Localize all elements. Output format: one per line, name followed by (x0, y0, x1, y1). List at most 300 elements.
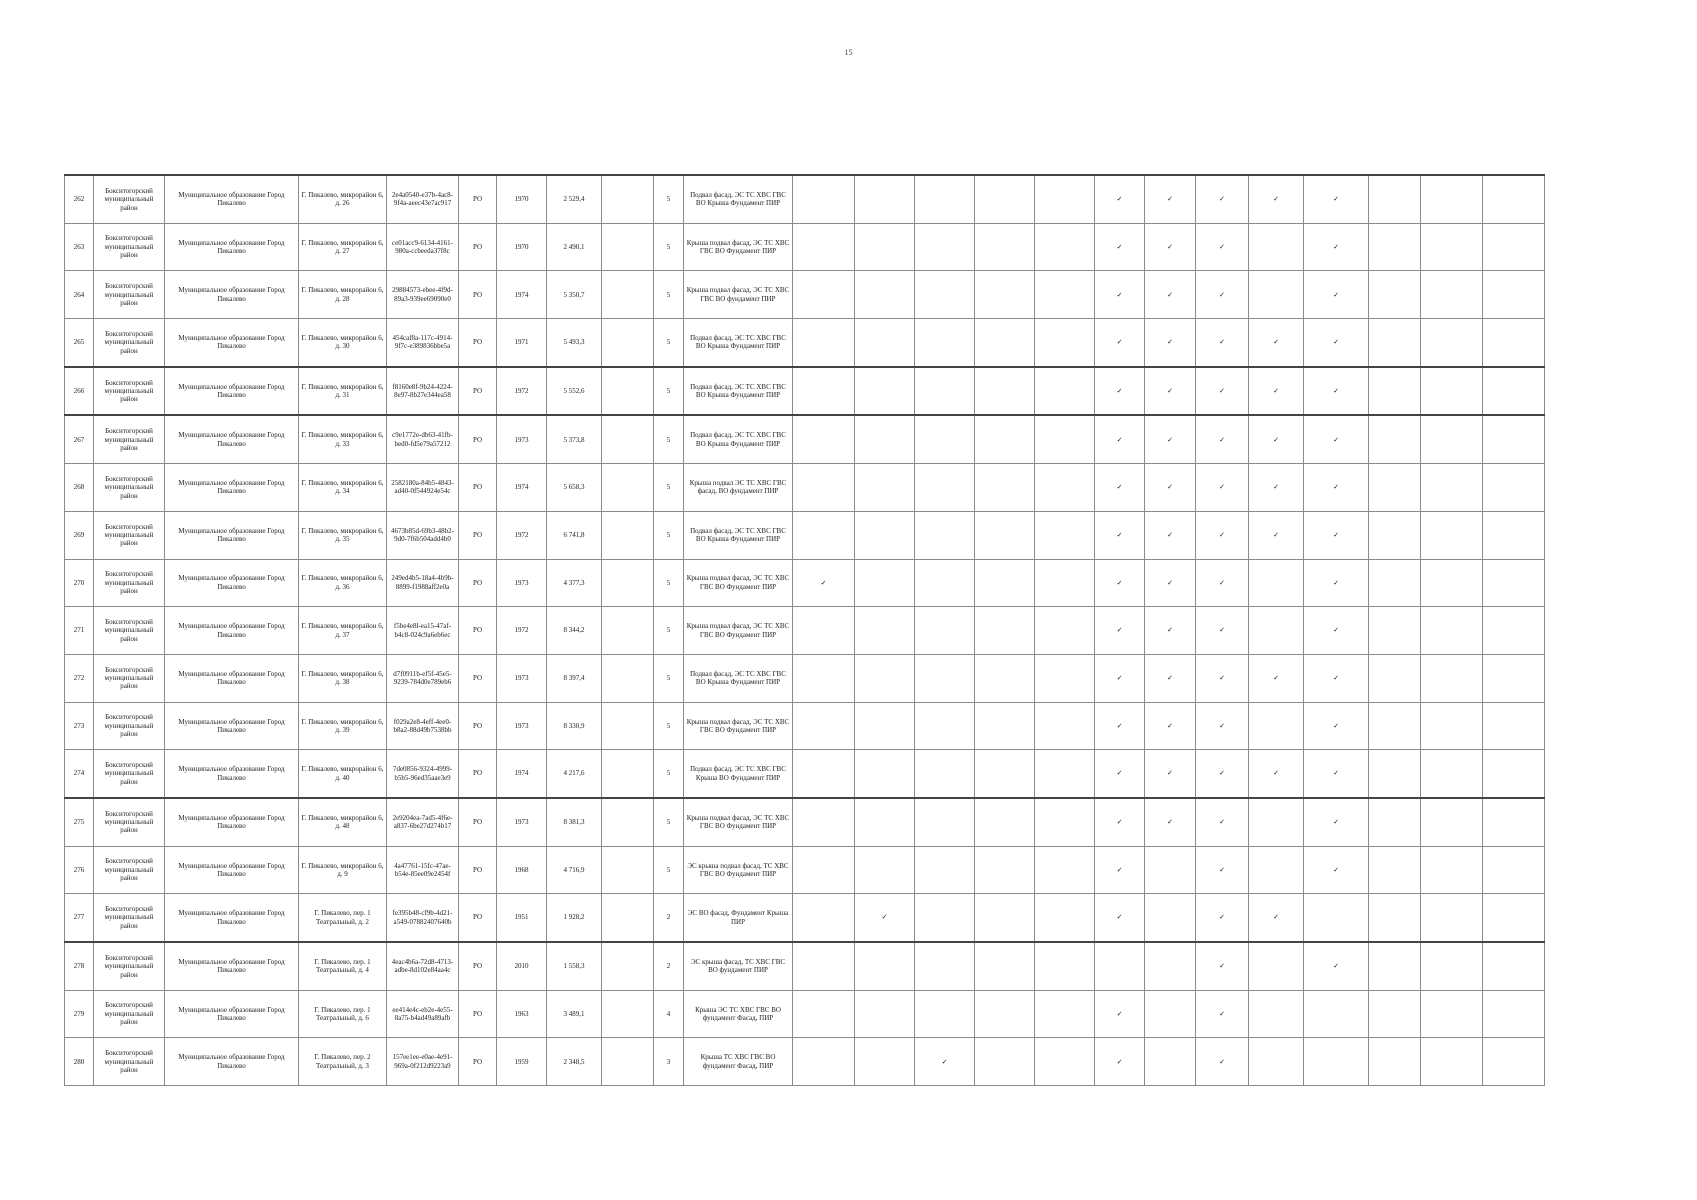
cell-empty (975, 271, 1035, 319)
cell-year: 1968 (497, 846, 547, 894)
cell-empty (1035, 175, 1095, 223)
check-mark-icon: ✓ (1145, 175, 1196, 223)
cell-empty (915, 367, 975, 416)
cell-type: РО (459, 654, 497, 702)
cell-empty (1145, 990, 1196, 1038)
cell-empty (1035, 223, 1095, 271)
cell-empty (793, 1038, 855, 1086)
check-mark-icon: ✓ (1304, 415, 1369, 463)
cell-works: ЭС крыша фасад, ТС ХВС ГВС ВО фундамент ПИР (684, 942, 793, 990)
cell-empty (1249, 223, 1304, 271)
cell-row-number: 268 (65, 464, 94, 512)
cell-municipality: Муниципальное образование Город Пикалево (165, 511, 299, 559)
cell-floors: 5 (654, 415, 684, 463)
check-mark-icon: ✓ (1145, 654, 1196, 702)
cell-empty (1483, 319, 1545, 367)
table-row (65, 846, 1545, 894)
cell-type: РО (459, 702, 497, 750)
cell-address: Г. Пикалево, микрорайон 6, д. 35 (299, 511, 387, 559)
cell-empty (1483, 367, 1545, 416)
cell-floors: 5 (654, 654, 684, 702)
check-mark-icon: ✓ (1095, 464, 1145, 512)
cell-empty (1095, 942, 1145, 990)
cell-empty (1249, 1038, 1304, 1086)
cell-empty (1035, 415, 1095, 463)
cell-empty (1421, 1038, 1483, 1086)
cell-guid: c9e1772e-db63-41fb-bed0-fd5e79a57212 (387, 415, 459, 463)
cell-empty (1421, 223, 1483, 271)
cell-guid: 7de0856-9324-4999-b5b5-96ed35aae3e9 (387, 750, 459, 798)
check-mark-icon: ✓ (1095, 223, 1145, 271)
cell-empty (793, 846, 855, 894)
cell-guid: ee414e4c-eb2e-4e55-8a75-b4ad49a89afb (387, 990, 459, 1038)
cell-empty (915, 559, 975, 607)
cell-year: 1963 (497, 990, 547, 1038)
cell-floors: 5 (654, 702, 684, 750)
cell-empty (855, 702, 915, 750)
cell-type: РО (459, 846, 497, 894)
cell-type: РО (459, 271, 497, 319)
cell-empty (1421, 415, 1483, 463)
cell-works: Подвал фасад, ЭС ТС ХВС ГВС ВО Крыша Фундамент ПИР (684, 367, 793, 416)
cell-area: 2 529,4 (547, 175, 602, 223)
check-mark-icon: ✓ (1249, 654, 1304, 702)
cell-works: Крыша подвал фасад, ЭС ТС ХВС ГВС ВО Фундамент ПИР (684, 702, 793, 750)
cell-floors: 5 (654, 319, 684, 367)
cell-works: Подвал фасад, ЭС ТС ХВС ГВС ВО Крыша Фундамент ПИР (684, 319, 793, 367)
cell-empty (1421, 846, 1483, 894)
housing-registry-table (64, 174, 1545, 1086)
cell-empty (1249, 271, 1304, 319)
cell-empty (1483, 702, 1545, 750)
cell-empty (915, 511, 975, 559)
cell-address: Г. Пикалево, микрорайон 6, д. 34 (299, 464, 387, 512)
cell-empty (1421, 894, 1483, 942)
table-row (65, 1038, 1545, 1086)
cell-empty (793, 654, 855, 702)
check-mark-icon: ✓ (1196, 990, 1249, 1038)
check-mark-icon: ✓ (1095, 559, 1145, 607)
cell-district: Бокситогорский муниципальный район (94, 223, 165, 271)
cell-address: Г. Пикалево, микрорайон 6, д. 37 (299, 607, 387, 655)
check-mark-icon: ✓ (1249, 367, 1304, 416)
check-mark-icon: ✓ (1145, 702, 1196, 750)
cell-empty (793, 415, 855, 463)
cell-area: 4 377,3 (547, 559, 602, 607)
cell-guid: ce01acc9-6134-4161-980a-ccbeeda37f8c (387, 223, 459, 271)
cell-guid: 29884573-ebee-4f9d-89a3-939ee69090e0 (387, 271, 459, 319)
check-mark-icon: ✓ (1196, 702, 1249, 750)
check-mark-icon: ✓ (1196, 367, 1249, 416)
cell-empty (975, 654, 1035, 702)
check-mark-icon: ✓ (1249, 415, 1304, 463)
check-mark-icon: ✓ (1249, 319, 1304, 367)
cell-empty (1035, 607, 1095, 655)
cell-empty (855, 750, 915, 798)
cell-empty (1145, 846, 1196, 894)
cell-area: 5 658,3 (547, 464, 602, 512)
cell-empty (1369, 415, 1421, 463)
cell-guid: f8160e8f-9b24-4224-8e97-8b27e344ea58 (387, 367, 459, 416)
cell-works: ЭС крыша подвал фасад, ТС ХВС ГВС ВО Фундамент ПИР (684, 846, 793, 894)
cell-empty (793, 367, 855, 416)
check-mark-icon: ✓ (1145, 750, 1196, 798)
cell-empty (1145, 894, 1196, 942)
cell-year: 1973 (497, 798, 547, 846)
check-mark-icon: ✓ (1196, 607, 1249, 655)
check-mark-icon: ✓ (1145, 271, 1196, 319)
cell-empty (1483, 223, 1545, 271)
check-mark-icon: ✓ (1095, 750, 1145, 798)
cell-empty (793, 750, 855, 798)
cell-empty (1421, 990, 1483, 1038)
cell-floors: 5 (654, 798, 684, 846)
check-mark-icon: ✓ (1145, 559, 1196, 607)
check-mark-icon: ✓ (1304, 942, 1369, 990)
table-row (65, 750, 1545, 798)
cell-empty (602, 511, 654, 559)
cell-empty (602, 942, 654, 990)
cell-floors: 5 (654, 223, 684, 271)
cell-empty (855, 798, 915, 846)
cell-type: РО (459, 942, 497, 990)
cell-empty (915, 464, 975, 512)
cell-floors: 3 (654, 1038, 684, 1086)
cell-district: Бокситогорский муниципальный район (94, 607, 165, 655)
cell-empty (1483, 607, 1545, 655)
cell-district: Бокситогорский муниципальный район (94, 464, 165, 512)
cell-empty (1483, 271, 1545, 319)
cell-guid: 157ee1ee-e0ae-4e91-969a-0f212d9223a9 (387, 1038, 459, 1086)
check-mark-icon: ✓ (1095, 846, 1145, 894)
cell-type: РО (459, 607, 497, 655)
table-row (65, 942, 1545, 990)
page-number: 15 (844, 48, 853, 57)
check-mark-icon: ✓ (1249, 175, 1304, 223)
cell-address: Г. Пикалево, пер. 1 Театральный, д. 2 (299, 894, 387, 942)
check-mark-icon: ✓ (1095, 319, 1145, 367)
cell-empty (1035, 942, 1095, 990)
cell-empty (975, 415, 1035, 463)
cell-works: Крыша ЭС ТС ХВС ГВС ВО фундамент Фасад, ПИР (684, 990, 793, 1038)
cell-empty (975, 511, 1035, 559)
cell-empty (915, 175, 975, 223)
cell-empty (1035, 990, 1095, 1038)
check-mark-icon: ✓ (1095, 175, 1145, 223)
cell-municipality: Муниципальное образование Город Пикалево (165, 175, 299, 223)
check-mark-icon: ✓ (1095, 654, 1145, 702)
check-mark-icon: ✓ (1145, 415, 1196, 463)
cell-empty (1145, 1038, 1196, 1086)
cell-empty (915, 223, 975, 271)
cell-municipality: Муниципальное образование Город Пикалево (165, 415, 299, 463)
table-row (65, 702, 1545, 750)
check-mark-icon: ✓ (1095, 271, 1145, 319)
cell-empty (975, 223, 1035, 271)
cell-municipality: Муниципальное образование Город Пикалево (165, 1038, 299, 1086)
cell-address: Г. Пикалево, микрорайон 6, д. 26 (299, 175, 387, 223)
cell-empty (1369, 894, 1421, 942)
cell-empty (975, 846, 1035, 894)
cell-area: 8 397,4 (547, 654, 602, 702)
cell-empty (602, 464, 654, 512)
check-mark-icon: ✓ (1304, 271, 1369, 319)
cell-empty (1369, 607, 1421, 655)
cell-empty (602, 319, 654, 367)
check-mark-icon: ✓ (1095, 894, 1145, 942)
cell-district: Бокситогорский муниципальный район (94, 271, 165, 319)
cell-area: 4 217,6 (547, 750, 602, 798)
cell-type: РО (459, 175, 497, 223)
cell-year: 1970 (497, 175, 547, 223)
cell-empty (855, 175, 915, 223)
cell-empty (1249, 607, 1304, 655)
cell-municipality: Муниципальное образование Город Пикалево (165, 894, 299, 942)
table-row (65, 894, 1545, 942)
cell-empty (1369, 750, 1421, 798)
cell-empty (855, 654, 915, 702)
cell-district: Бокситогорский муниципальный район (94, 846, 165, 894)
check-mark-icon: ✓ (1145, 223, 1196, 271)
cell-address: Г. Пикалево, микрорайон 6, д. 40 (299, 750, 387, 798)
check-mark-icon: ✓ (1196, 942, 1249, 990)
check-mark-icon: ✓ (1196, 654, 1249, 702)
check-mark-icon: ✓ (1196, 1038, 1249, 1086)
cell-guid: 249ed4b5-18a4-4b9b-8899-f1988aff2e0a (387, 559, 459, 607)
check-mark-icon: ✓ (1196, 464, 1249, 512)
cell-empty (1421, 319, 1483, 367)
check-mark-icon: ✓ (1095, 1038, 1145, 1086)
cell-address: Г. Пикалево, микрорайон 6, д. 33 (299, 415, 387, 463)
table-row (65, 415, 1545, 463)
table-row (65, 990, 1545, 1038)
check-mark-icon: ✓ (1145, 367, 1196, 416)
cell-year: 1959 (497, 1038, 547, 1086)
cell-works: Крыша подвал фасад, ЭС ТС ХВС ГВС ВО Фундамент ПИР (684, 607, 793, 655)
cell-empty (602, 607, 654, 655)
check-mark-icon: ✓ (1196, 271, 1249, 319)
cell-year: 1974 (497, 750, 547, 798)
cell-row-number: 279 (65, 990, 94, 1038)
check-mark-icon: ✓ (1145, 464, 1196, 512)
cell-empty (915, 750, 975, 798)
check-mark-icon: ✓ (1196, 223, 1249, 271)
cell-empty (915, 271, 975, 319)
cell-area: 6 741,8 (547, 511, 602, 559)
cell-type: РО (459, 990, 497, 1038)
cell-empty (1369, 654, 1421, 702)
cell-empty (915, 942, 975, 990)
cell-empty (1421, 750, 1483, 798)
cell-works: Подвал фасад, ЭС ТС ХВС ГВС ВО Крыша Фундамент ПИР (684, 511, 793, 559)
cell-empty (1369, 990, 1421, 1038)
cell-type: РО (459, 367, 497, 416)
table-row (65, 511, 1545, 559)
cell-area: 1 928,2 (547, 894, 602, 942)
cell-empty (1421, 654, 1483, 702)
cell-type: РО (459, 223, 497, 271)
cell-empty (1483, 559, 1545, 607)
check-mark-icon: ✓ (1304, 607, 1369, 655)
cell-empty (1369, 223, 1421, 271)
cell-empty (1483, 798, 1545, 846)
cell-area: 5 350,7 (547, 271, 602, 319)
check-mark-icon: ✓ (1095, 798, 1145, 846)
cell-empty (1421, 702, 1483, 750)
cell-year: 1973 (497, 702, 547, 750)
cell-address: Г. Пикалево, пер. 2 Театральный, д. 3 (299, 1038, 387, 1086)
cell-row-number: 263 (65, 223, 94, 271)
cell-row-number: 262 (65, 175, 94, 223)
cell-empty (1035, 1038, 1095, 1086)
cell-district: Бокситогорский муниципальный район (94, 798, 165, 846)
cell-empty (1483, 846, 1545, 894)
cell-municipality: Муниципальное образование Город Пикалево (165, 464, 299, 512)
cell-works: Крыша подвал ЭС ТС ХВС ГВС фасад, ВО фундамент ПИР (684, 464, 793, 512)
cell-address: Г. Пикалево, микрорайон 6, д. 31 (299, 367, 387, 416)
cell-address: Г. Пикалево, микрорайон 6, д. 36 (299, 559, 387, 607)
cell-empty (1369, 175, 1421, 223)
cell-guid: 454caf8a-117c-4914-9f7c-e389836bbe5a (387, 319, 459, 367)
cell-works: Подвал фасад, ЭС ТС ХВС ГВС ВО Крыша Фундамент ПИР (684, 175, 793, 223)
cell-row-number: 278 (65, 942, 94, 990)
cell-empty (1369, 271, 1421, 319)
cell-empty (1369, 511, 1421, 559)
cell-empty (602, 175, 654, 223)
cell-empty (975, 942, 1035, 990)
cell-row-number: 269 (65, 511, 94, 559)
cell-municipality: Муниципальное образование Город Пикалево (165, 942, 299, 990)
cell-empty (602, 798, 654, 846)
cell-empty (1035, 271, 1095, 319)
cell-floors: 5 (654, 367, 684, 416)
cell-works: Крыша подвал фасад, ЭС ТС ХВС ГВС ВО фундамент ПИР (684, 271, 793, 319)
cell-empty (1421, 271, 1483, 319)
cell-type: РО (459, 319, 497, 367)
cell-empty (793, 175, 855, 223)
cell-empty (793, 990, 855, 1038)
cell-empty (1035, 511, 1095, 559)
cell-empty (793, 798, 855, 846)
cell-address: Г. Пикалево, микрорайон 6, д. 27 (299, 223, 387, 271)
cell-address: Г. Пикалево, микрорайон 6, д. 48 (299, 798, 387, 846)
cell-empty (1249, 702, 1304, 750)
check-mark-icon: ✓ (1196, 798, 1249, 846)
cell-empty (793, 702, 855, 750)
table-row (65, 464, 1545, 512)
cell-empty (1369, 846, 1421, 894)
cell-empty (1035, 798, 1095, 846)
cell-empty (1035, 702, 1095, 750)
cell-empty (1369, 367, 1421, 416)
cell-empty (855, 942, 915, 990)
cell-row-number: 264 (65, 271, 94, 319)
cell-floors: 5 (654, 750, 684, 798)
cell-empty (855, 607, 915, 655)
cell-municipality: Муниципальное образование Город Пикалево (165, 798, 299, 846)
cell-year: 1951 (497, 894, 547, 942)
cell-district: Бокситогорский муниципальный район (94, 654, 165, 702)
cell-empty (855, 415, 915, 463)
cell-empty (1249, 798, 1304, 846)
cell-empty (975, 367, 1035, 416)
cell-year: 1974 (497, 464, 547, 512)
check-mark-icon: ✓ (1196, 894, 1249, 942)
cell-empty (793, 271, 855, 319)
cell-works: Подвал фасад, ЭС ТС ХВС ГВС ВО Крыша Фундамент ПИР (684, 654, 793, 702)
cell-empty (975, 894, 1035, 942)
cell-row-number: 270 (65, 559, 94, 607)
cell-empty (975, 559, 1035, 607)
cell-municipality: Муниципальное образование Город Пикалево (165, 319, 299, 367)
cell-guid: f5be4e8l-ea15-47af-b4c8-024c9a6eb6ec (387, 607, 459, 655)
cell-guid: d7f0911b-ef5f-45e5-9239-784d0e789eb6 (387, 654, 459, 702)
cell-empty (602, 223, 654, 271)
cell-empty (602, 750, 654, 798)
cell-area: 2 490,1 (547, 223, 602, 271)
check-mark-icon: ✓ (1196, 846, 1249, 894)
check-mark-icon: ✓ (1304, 846, 1369, 894)
cell-empty (855, 1038, 915, 1086)
cell-empty (855, 223, 915, 271)
cell-address: Г. Пикалево, пер. 1 Театральный, д. 4 (299, 942, 387, 990)
cell-empty (1369, 559, 1421, 607)
check-mark-icon: ✓ (1095, 511, 1145, 559)
cell-row-number: 272 (65, 654, 94, 702)
cell-empty (793, 942, 855, 990)
check-mark-icon: ✓ (1145, 798, 1196, 846)
cell-district: Бокситогорский муниципальный район (94, 559, 165, 607)
table-row (65, 607, 1545, 655)
cell-works: Подвал фасад, ЭС ТС ХВС ГВС Крыша ВО Фундамент ПИР (684, 750, 793, 798)
cell-empty (1249, 990, 1304, 1038)
cell-area: 2 348,5 (547, 1038, 602, 1086)
cell-district: Бокситогорский муниципальный район (94, 750, 165, 798)
cell-district: Бокситогорский муниципальный район (94, 942, 165, 990)
cell-empty (602, 559, 654, 607)
cell-empty (1369, 702, 1421, 750)
check-mark-icon: ✓ (1304, 464, 1369, 512)
check-mark-icon: ✓ (1095, 702, 1145, 750)
check-mark-icon: ✓ (793, 559, 855, 607)
check-mark-icon: ✓ (1196, 750, 1249, 798)
cell-empty (1304, 894, 1369, 942)
cell-empty (602, 894, 654, 942)
cell-empty (855, 319, 915, 367)
cell-year: 1970 (497, 223, 547, 271)
table-row (65, 223, 1545, 271)
check-mark-icon: ✓ (1304, 750, 1369, 798)
cell-row-number: 277 (65, 894, 94, 942)
cell-empty (1369, 319, 1421, 367)
cell-empty (602, 654, 654, 702)
cell-area: 5 493,3 (547, 319, 602, 367)
cell-row-number: 271 (65, 607, 94, 655)
cell-empty (1483, 1038, 1545, 1086)
cell-municipality: Муниципальное образование Город Пикалево (165, 750, 299, 798)
cell-empty (975, 750, 1035, 798)
cell-address: Г. Пикалево, пер. 1 Театральный, д. 6 (299, 990, 387, 1038)
cell-empty (1483, 942, 1545, 990)
cell-empty (915, 702, 975, 750)
table-row (65, 271, 1545, 319)
cell-empty (793, 511, 855, 559)
cell-empty (915, 894, 975, 942)
cell-year: 1973 (497, 415, 547, 463)
cell-municipality: Муниципальное образование Город Пикалево (165, 654, 299, 702)
check-mark-icon: ✓ (1095, 367, 1145, 416)
cell-empty (1421, 559, 1483, 607)
